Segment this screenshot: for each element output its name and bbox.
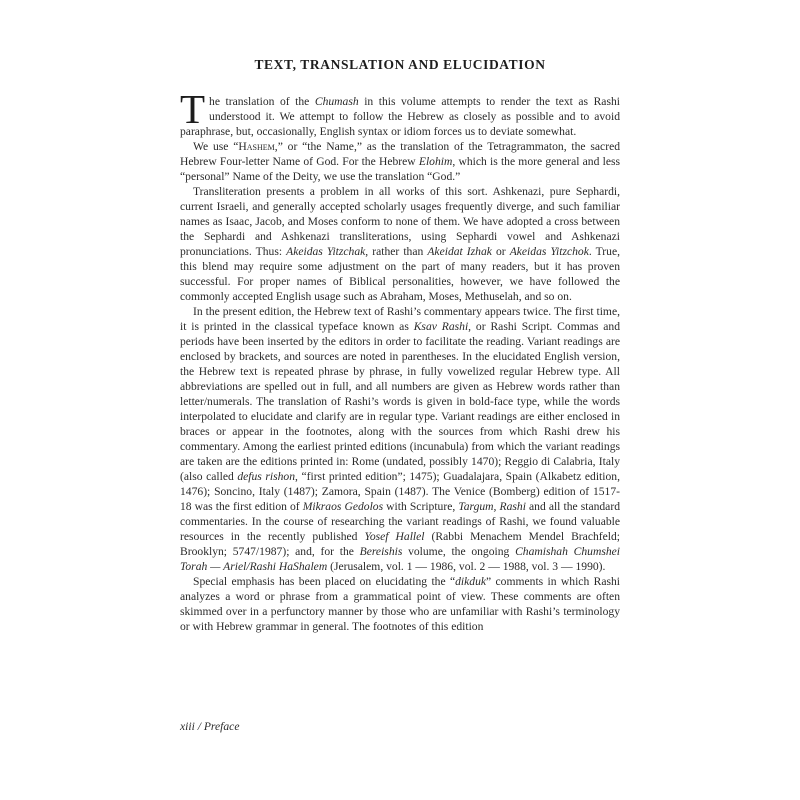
text-run: Elohim xyxy=(418,155,453,168)
text-run: defus rishon xyxy=(237,470,296,483)
text-run: , “first printed edition”; 1475); Guadalajara, Spain (Alkabetz edition, 1476); Soncino, Italy (1487); Zamora, Spain (1487). The Venice (Bomberg) edition of 1517-18 was the first edition of xyxy=(180,470,620,513)
paragraph xyxy=(180,574,620,634)
text-run: and all the standard commentaries. In the course of researching the variant readings of Rashi, we found valuable resources in the recently published xyxy=(180,500,620,543)
section-name: Preface xyxy=(203,720,240,733)
page-number: xiii xyxy=(180,720,195,733)
text-run: Mikraos Gedolos xyxy=(302,500,384,513)
text-run: Special emphasis has been placed on elucidating the “ xyxy=(193,575,456,588)
text-run: Chamishah Chumshei Torah — Ariel/Rashi HaShalem xyxy=(180,545,620,573)
text-run: Akeidat Izhak xyxy=(427,245,492,258)
text-run: he translation of the xyxy=(209,95,315,108)
text-run: Yosef Hallel xyxy=(364,530,425,543)
text-run: ,” or “the Name,” as the translation of the Tetragrammaton, the sacred Hebrew Four-letter Name of God. For the Hebrew xyxy=(180,140,621,168)
text-run: or xyxy=(491,245,510,258)
page-title: TEXT, TRANSLATION AND ELUCIDATION xyxy=(254,57,546,72)
text-run: Transliteration presents a problem in all works of this sort. Ashkenazi, pure Sephardi, current Israeli, and generally accepted scholarly usages frequently diverge, and such familiar names as Isaac, Jacob, and Moses conform to none of them. We have adopted a cross between the Sephardi and Ashkenazi transliterations, using Sephardi vowel and Ashkenazi pronunciations. Thus: xyxy=(180,185,620,258)
footer-separator: / xyxy=(194,720,204,733)
text-run: , or Rashi Script. Commas and periods have been inserted by the editors in order to facilitate the reading. Variant readings are enclosed by brackets, and sources are noted in parentheses. In the elucidated English version, the Hebrew text is repeated phrase by phrase, in fully vowelized regular Hebrew type. All abbreviations are spelled out in full, and all numbers are given as Hebrew words rather than letter/numerals. The translation of Rashi’s words is given in bold-face type, while the words interpolated to elucidate and clarify are in regular type. Variant readings are either enclosed in braces or appear in the footnotes, along with the sources from which Rashi drew his commentary. Among the earliest printed editions (incunabula) from which the variant readings are taken are the editions printed in: Rome (undated, possibly 1470); Reggio di Calabria, Italy (also called xyxy=(180,320,621,483)
preface-body xyxy=(180,86,621,634)
text-run: (Jerusalem, vol. 1 — 1986, vol. 2 — 1988, vol. 3 — 1990). xyxy=(327,560,606,573)
paragraph xyxy=(180,86,620,139)
text-run: in this volume attempts to render the text as Rashi understood it. We attempt to follow the Hebrew as closely as possible and to avoid paraphrase, but, occasionally, English syntax or idiom forces us to deviate somewhat. xyxy=(180,95,620,138)
text-run: Targum, Rashi xyxy=(458,500,526,513)
text-run: , which is the more general and less “personal” Name of the Deity, we use the translation “God.” xyxy=(180,155,620,183)
text-run: dikduk xyxy=(455,575,487,588)
text-run: . True, this blend may require some adjustment on the part of many readers, but it has proven successful. For proper names of Biblical personalities, however, we have followed the commonly accepted English usage such as Abraham, Moses, Methuselah, and so on. xyxy=(180,245,620,303)
text-run: Akeidas Yitzchok xyxy=(509,245,589,258)
text-run: ” comments in which Rashi analyzes a word or phrase from a grammatical point of view. These comments are often skimmed over in a perfunctory manner by those who are unfamiliar with Rashi’s terminology or with Hebrew grammar in general. The footnotes of this edition xyxy=(180,575,621,633)
dropcap: T xyxy=(180,86,206,132)
text-run: Akeidas Yitzchak xyxy=(286,245,366,258)
page-footer xyxy=(180,720,239,733)
text-run: Bereishis xyxy=(359,545,403,558)
text-run: Chumash xyxy=(314,95,359,108)
text-run: Ksav Rashi xyxy=(413,320,469,333)
text-run: Hashem xyxy=(238,140,275,153)
text-run: , rather than xyxy=(365,245,428,258)
text-run: In the present edition, the Hebrew text of Rashi’s commentary appears twice. The first time, it is printed in the classical typeface known as xyxy=(180,305,620,333)
paragraph xyxy=(180,304,620,574)
paragraph xyxy=(180,184,620,304)
paragraph xyxy=(180,139,620,184)
text-run: volume, the ongoing xyxy=(402,545,516,558)
text-run: We use “ xyxy=(193,140,239,153)
text-run: with Scripture, xyxy=(383,500,459,513)
text-run: (Rabbi Menachem Mendel Brachfeld; Brooklyn; 5747/1987); and, for the xyxy=(180,530,621,558)
